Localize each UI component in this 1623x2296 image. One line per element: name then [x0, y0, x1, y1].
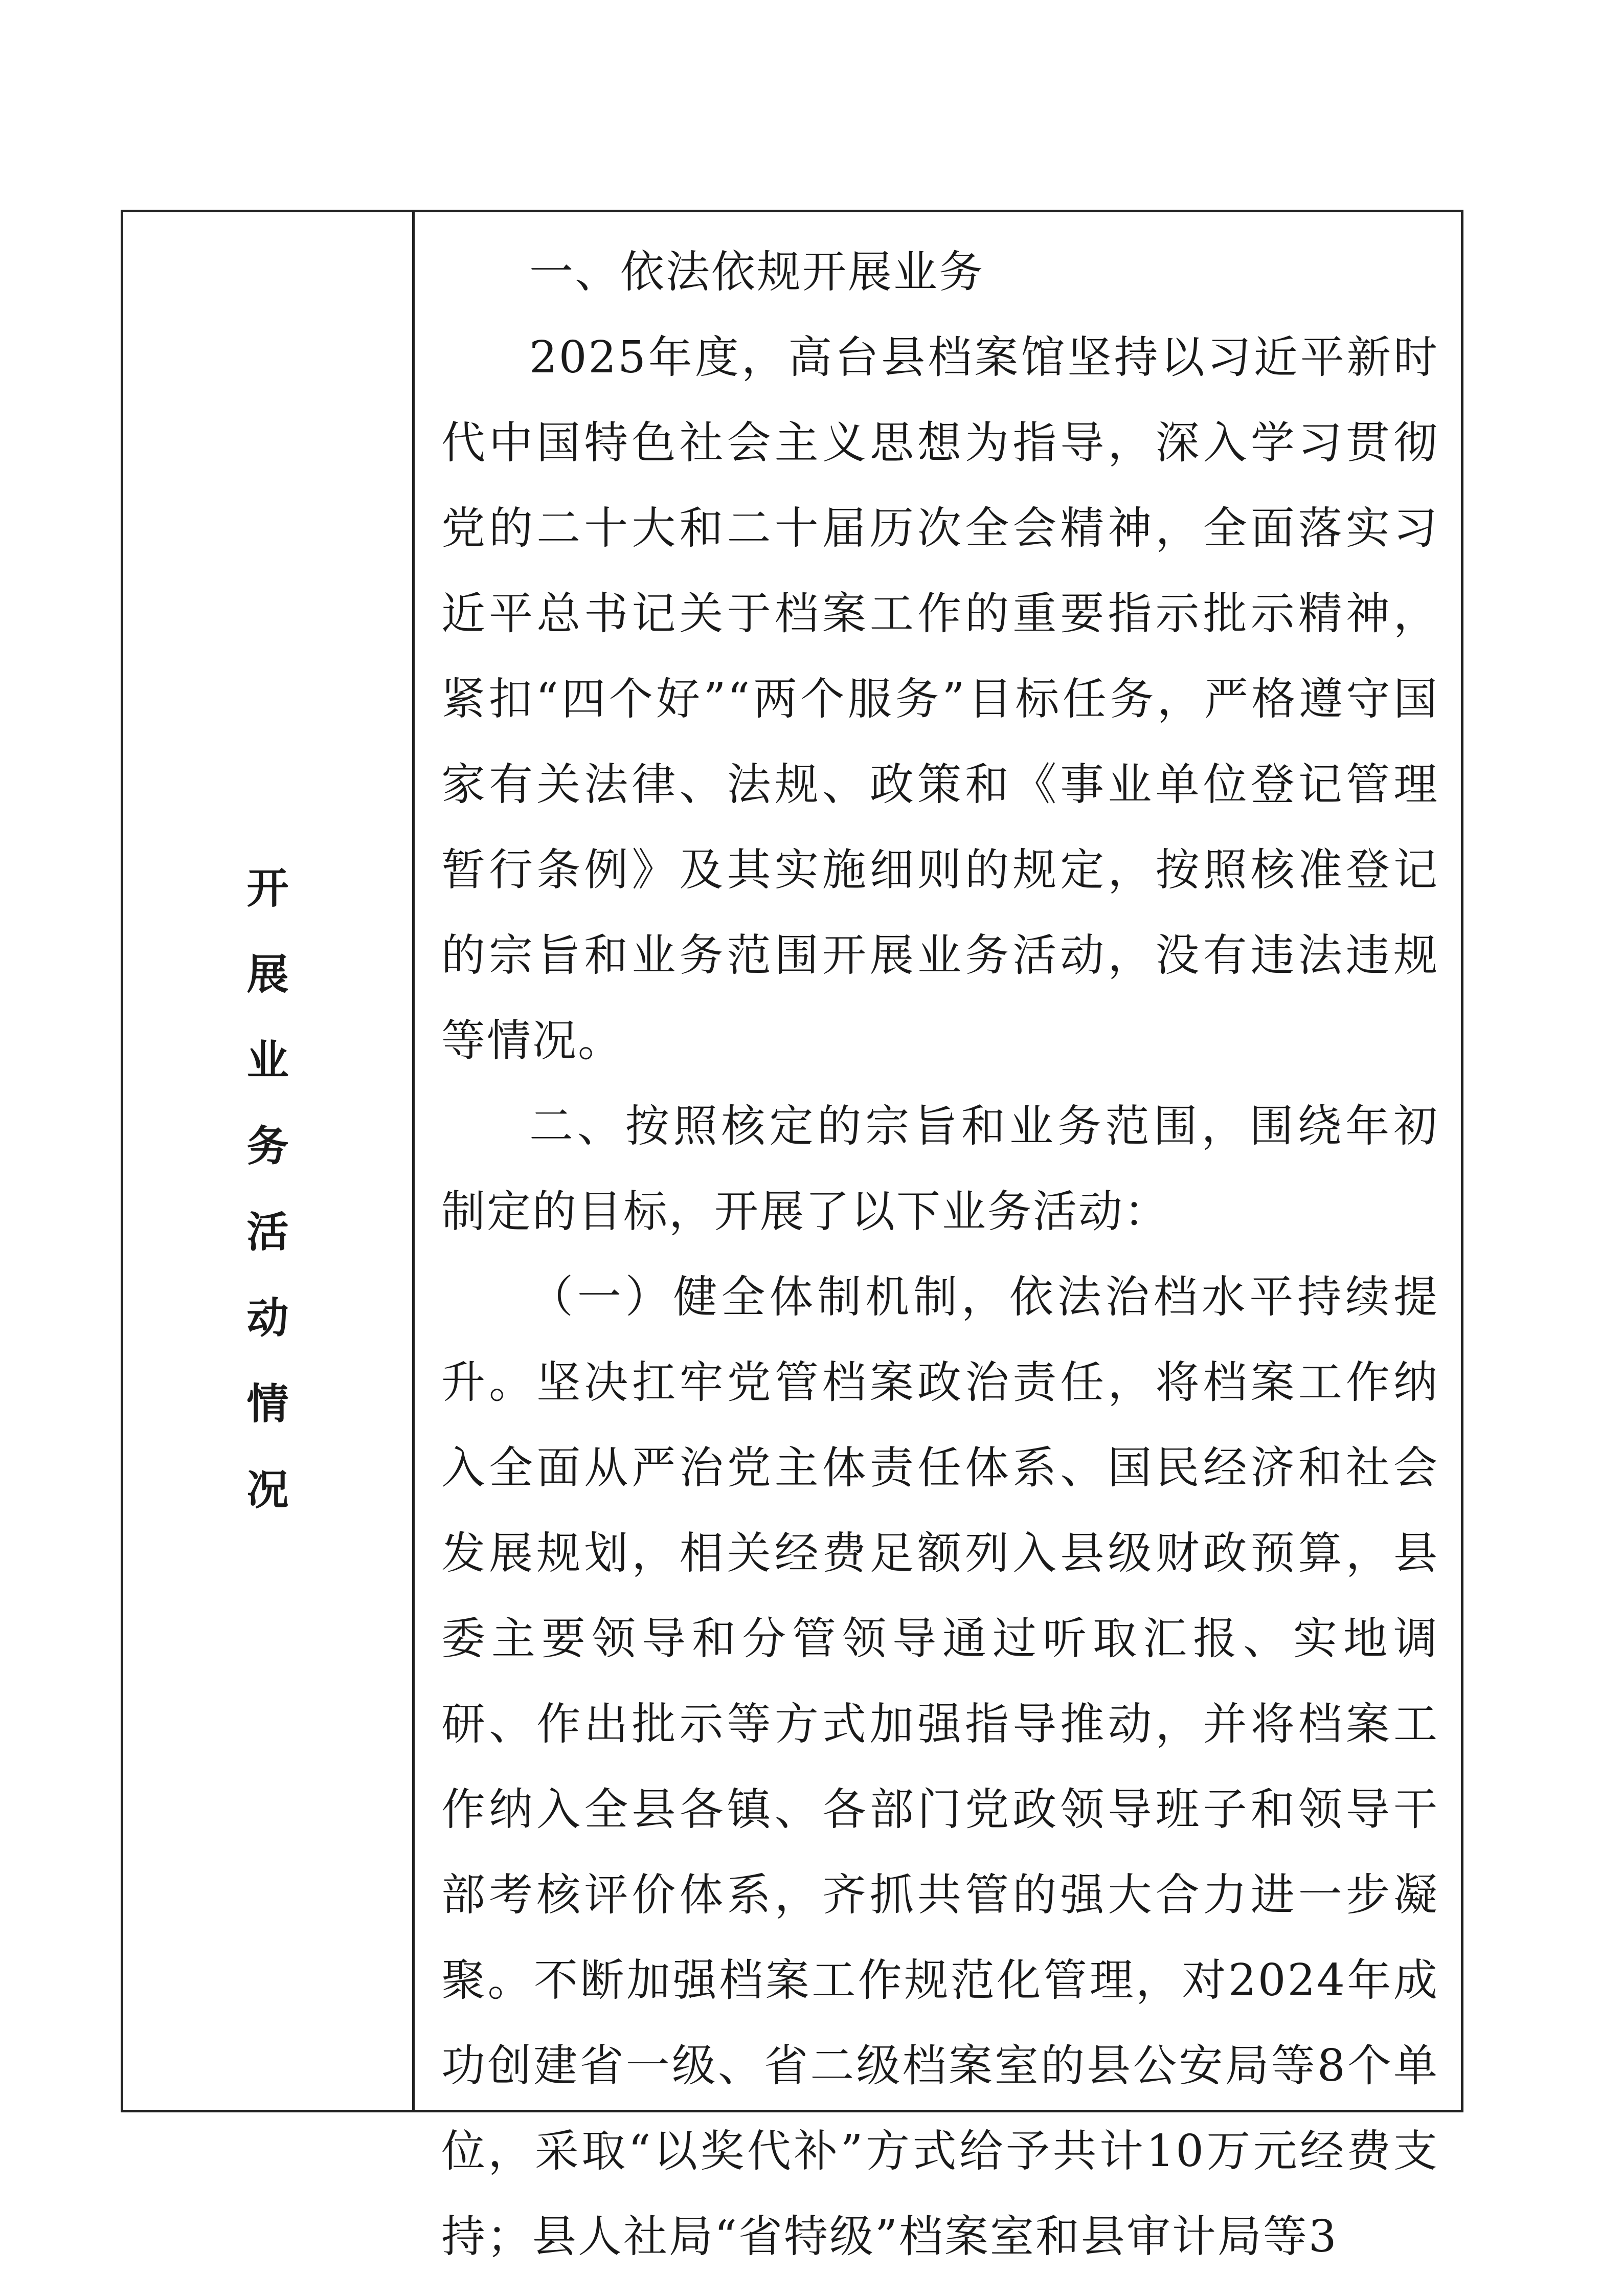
section-heading-2: 二、按照核定的宗旨和业务范围，围绕年初制定的目标，开展了以下业务活动：	[441, 1101, 1439, 1237]
content-cell	[415, 212, 1463, 2262]
row-label-char: 业	[246, 1036, 289, 1085]
paragraph: （一）健全体制机制，依法治档水平持续提升。坚决扛牢党管档案政治责任，将档案工作纳入全面从严治党主体责任体系、国民经济和社会发展规划，相关经费足额列入县级财政预算，县委主要领导和分管领导通过听取汇报、实地调研、作出批示等方式加强指导推动，并将档案工作纳入全县各镇、各部门党政领导班子和领导干部考核评价体系，齐抓共管的强大合力进一步凝聚。不断加强档案工作规范化管理，对2024年成功创建省一级、省二级档案室的县公安局等8个单位，采取“以奖代补”方式给予共计10万元经费支持；县人社局“省特级”档案室和县审计局等3	[441, 1272, 1439, 2262]
row-label-char: 展	[246, 950, 289, 999]
row-label-char: 情	[246, 1379, 289, 1429]
activity-table	[121, 210, 1463, 2262]
paragraph: 2025年度，高台县档案馆坚持以习近平新时代中国特色社会主义思想为指导，深入学习贯彻党的二十大和二十届历次全会精神，全面落实习近平总书记关于档案工作的重要指示批示精神，紧扣“四个好”“两个服务”目标任务，严格遵守国家有关法律、法规、政策和《事业单位登记管理暂行条例》及其实施细则的规定，按照核准登记的宗旨和业务范围开展业务活动，没有违法违规等情况。	[441, 332, 1439, 1066]
row-label	[123, 845, 412, 1533]
row-label-char: 动	[246, 1294, 289, 1343]
row-label-char: 活	[246, 1208, 289, 1257]
row-label-char: 务	[246, 1122, 289, 1171]
row-label-cell	[123, 212, 415, 2110]
row-label-char: 况	[246, 1465, 289, 1514]
row-label-char: 开	[246, 864, 289, 913]
section-heading-1: 一、依法依规开展业务	[529, 247, 984, 298]
